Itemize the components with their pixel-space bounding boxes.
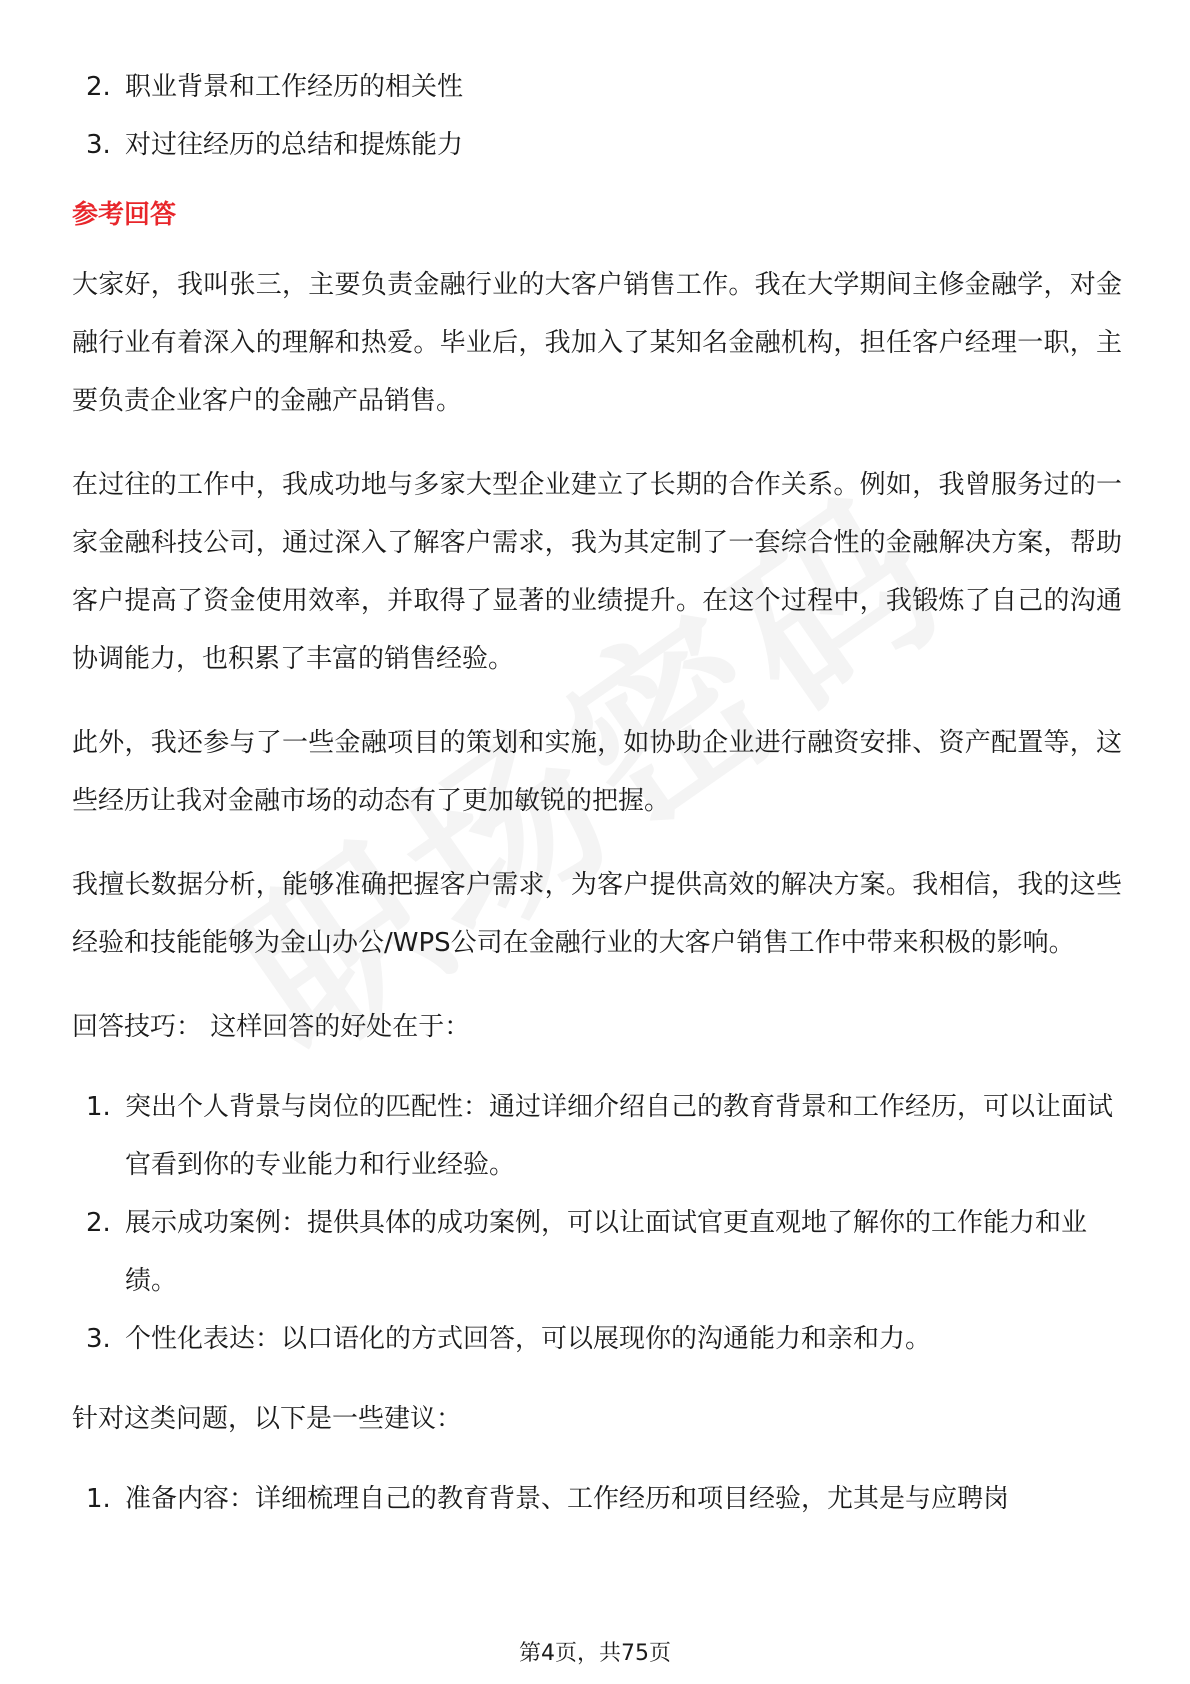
list-item	[72, 1310, 1122, 1368]
advice-label: 针对这类问题，以下是一些建议：	[72, 1404, 463, 1434]
answer-paragraph: 在过往的工作中，我成功地与多家大型企业建立了长期的合作关系。例如，我曾服务过的一家金融科技公司，通过深入了解客户需求，我为其定制了一套综合性的金融解决方案，帮助客户提高了资金使用效率，并取得了显著的业绩提升。在这个过程中，我锻炼了自己的沟通协调能力，也积累了丰富的销售经验。	[72, 470, 1122, 674]
page-number-footer: 第4页，共75页	[519, 1641, 671, 1666]
document-content	[72, 58, 1122, 1528]
list-item-number: 3.	[86, 1324, 111, 1354]
list-item-number: 2.	[86, 72, 111, 102]
list-item-number: 2.	[86, 1208, 111, 1238]
advice-list	[72, 1470, 1122, 1528]
list-item	[72, 1470, 1122, 1528]
list-item-text: 对过往经历的总结和提炼能力	[125, 130, 464, 160]
list-item-number: 1.	[86, 1484, 111, 1514]
list-item-text: 职业背景和工作经历的相关性	[125, 72, 464, 102]
tips-list	[72, 1078, 1122, 1368]
list-item	[72, 1078, 1122, 1194]
section-heading: 参考回答	[72, 200, 177, 230]
intro-list	[72, 58, 1122, 174]
answer-paragraph: 大家好，我叫张三，主要负责金融行业的大客户销售工作。我在大学期间主修金融学，对金融行业有着深入的理解和热爱。毕业后，我加入了某知名金融机构，担任客户经理一职，主要负责企业客户的金融产品销售。	[72, 270, 1122, 416]
list-item-text: 个性化表达：以口语化的方式回答，可以展现你的沟通能力和亲和力。	[125, 1324, 932, 1354]
list-item-text: 突出个人背景与岗位的匹配性：通过详细介绍自己的教育背景和工作经历，可以让面试官看到你的专业能力和行业经验。	[125, 1092, 1114, 1180]
list-item	[72, 58, 1122, 116]
list-item	[72, 1194, 1122, 1310]
list-item-number: 3.	[86, 130, 111, 160]
tips-label: 回答技巧： 这样回答的好处在于：	[72, 1012, 471, 1042]
answer-paragraph: 此外，我还参与了一些金融项目的策划和实施，如协助企业进行融资安排、资产配置等，这些经历让我对金融市场的动态有了更加敏锐的把握。	[72, 728, 1122, 816]
list-item	[72, 116, 1122, 174]
answer-paragraph: 我擅长数据分析，能够准确把握客户需求，为客户提供高效的解决方案。我相信，我的这些经验和技能能够为金山办公/WPS公司在金融行业的大客户销售工作中带来积极的影响。	[72, 870, 1122, 958]
list-item-text: 准备内容：详细梳理自己的教育背景、工作经历和项目经验，尤其是与应聘岗	[125, 1484, 1010, 1514]
list-item-number: 1.	[86, 1092, 111, 1122]
list-item-text: 展示成功案例：提供具体的成功案例，可以让面试官更直观地了解你的工作能力和业绩。	[125, 1208, 1088, 1296]
